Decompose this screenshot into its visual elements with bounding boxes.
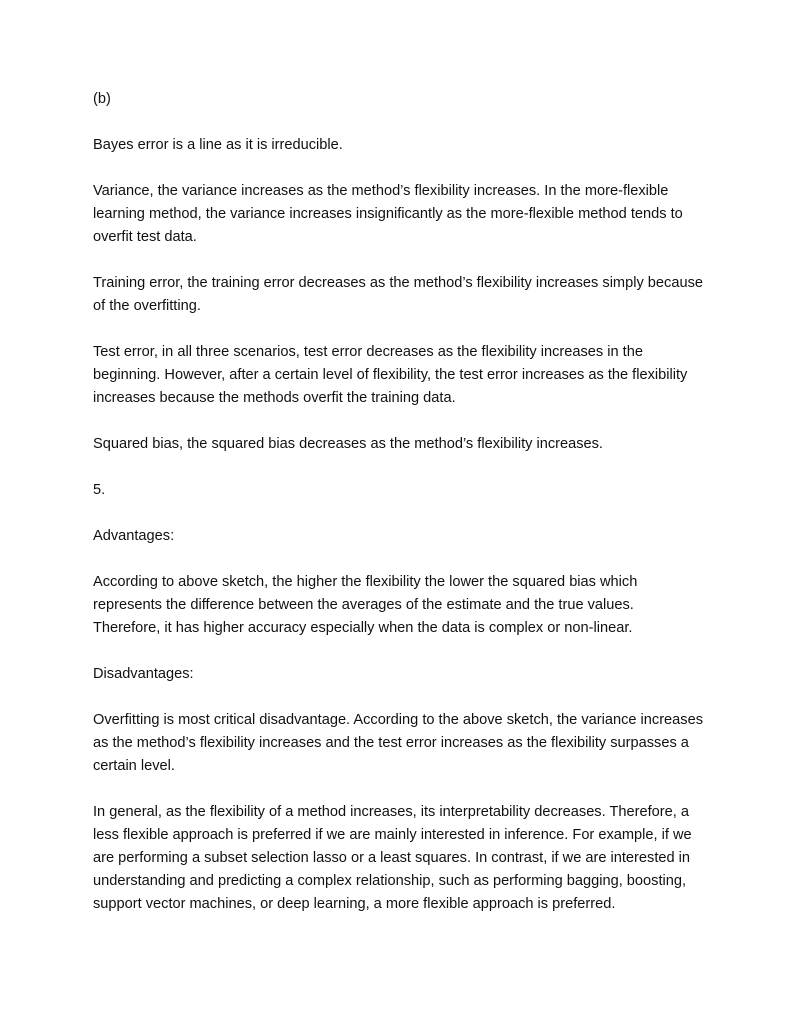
advantages-heading: Advantages: — [93, 528, 175, 544]
squared-bias-paragraph: Squared bias, the squared bias decreases as the method’s flexibility increases. — [93, 436, 603, 452]
overfitting-paragraph: Overfitting is most critical disadvantage. According to the above sketch, the variance increases as the method’s flexibility increases and the test error increases as the flexibility surpasses a certain level. — [93, 712, 704, 774]
section-label-b: (b) — [93, 91, 111, 107]
disadvantages-heading: Disadvantages: — [93, 666, 194, 682]
document-page — [93, 88, 703, 939]
training-error-paragraph: Training error, the training error decreases as the method’s flexibility increases simply because of the overfitting. — [93, 275, 703, 314]
bayes-error-paragraph: Bayes error is a line as it is irreducible. — [93, 137, 343, 153]
variance-paragraph: Variance, the variance increases as the method’s flexibility increases. In the more-flexible learning method, the variance increases insignificantly as the more-flexible method tends to overfit test data. — [93, 183, 683, 245]
interpretability-paragraph: In general, as the flexibility of a method increases, its interpretability decreases. Therefore, a less flexible approach is preferred if we are mainly interested in inference. For example, if we are performing a subset selection lasso or a least squares. In contrast, if we are interested in understanding and predicting a complex relationship, such as performing bagging, boosting, support vector machines, or deep learning, a more flexible approach is preferred. — [93, 804, 692, 912]
test-error-paragraph: Test error, in all three scenarios, test error decreases as the flexibility increases in the beginning. However, after a certain level of flexibility, the test error increases as the flexibility increases because the methods overfit the training data. — [93, 344, 688, 406]
advantages-paragraph: According to above sketch, the higher the flexibility the lower the squared bias which represents the difference between the averages of the estimate and the true values. Therefore, it has higher accuracy especially when the data is complex or non-linear. — [93, 574, 638, 636]
section-number-5: 5. — [93, 482, 106, 498]
